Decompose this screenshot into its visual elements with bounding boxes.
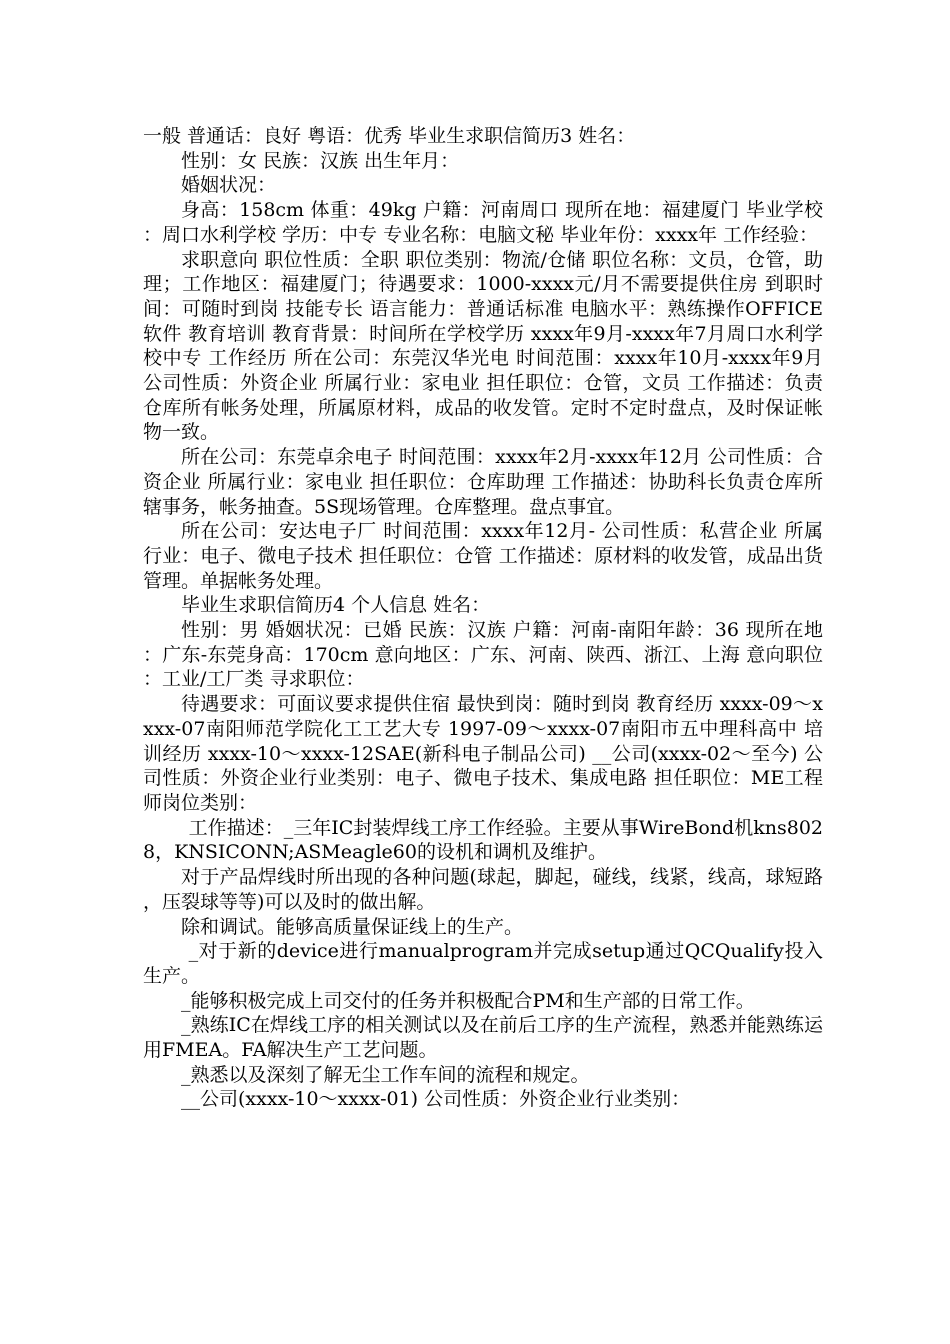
- paragraph: _能够积极完成上司交付的任务并积极配合PM和生产部的日常工作。: [181, 989, 755, 1012]
- paragraph: _熟悉以及深刻了解无尘工作车间的流程和规定。: [181, 1063, 590, 1086]
- paragraph: 所在公司：安达电子厂 时间范围：xxxx年12月- 公司性质：私营企业 所属行业：电子、微电子技术 担任职位：仓管 工作描述：原材料的收发管，成品出货管理。单据帐务处理。: [143, 520, 823, 592]
- paragraph: 一般 普通话：良好 粤语：优秀 毕业生求职信简历3 姓名：: [143, 125, 636, 147]
- paragraph: _对于新的device进行manualprogram并完成setup通过QCQualify投入生产。: [143, 940, 823, 987]
- paragraph: 性别：男 婚姻状况：已婚 民族：汉族 户籍：河南-南阳年龄：36 现所在地：广东-东莞身高：170cm 意向地区：广东、河南、陕西、浙江、上海 意向职位：工业/工厂类 寻求职位：: [143, 619, 823, 691]
- document-body: [143, 124, 823, 1112]
- paragraph: 毕业生求职信简历4 个人信息 姓名：: [181, 594, 491, 617]
- paragraph: 求职意向 职位性质：全职 职位类别：物流/仓储 职位名称：文员，仓管，助理；工作地区：福建厦门；待遇要求：1000-xxxx元/月不需要提供住房 到职时间：可随时到岗 技能专长 语言能力：普通话标准 电脑水平：熟练操作OFFICE软件 教育培训 教育背景：时间所在学校学历 xxxx年9月-xxxx年7月周口水利学校中专 工作经历 所在公司：东莞汉华光电 时间范围：xxxx年10月-xxxx年9月 公司性质：外资企业 所属行业：家电业 担任职位：仓管，文员 工作描述：负责仓库所有帐务处理，所属原材料，成品的收发管。定时不定时盘点，及时保证帐物一致。: [143, 248, 823, 444]
- paragraph: 对于产品焊线时所出现的各种问题(球起，脚起，碰线，线紧，线高，球短路，压裂球等等)可以及时的做出解。: [143, 866, 823, 913]
- paragraph: 所在公司：东莞卓余电子 时间范围：xxxx年2月-xxxx年12月 公司性质：合资企业 所属行业：家电业 担任职位：仓库助理 工作描述：协助科长负责仓库所辖事务，帐务抽查。5S现场管理。仓库整理。盘点事宜。: [143, 446, 823, 518]
- paragraph: 身高：158cm 体重：49kg 户籍：河南周口 现所在地：福建厦门 毕业学校：周口水利学校 学历：中专 专业名称：电脑文秘 毕业年份：xxxx年 工作经验：: [143, 199, 823, 246]
- paragraph: 性别：女 民族：汉族 出生年月：: [181, 149, 460, 172]
- paragraph: 工作描述：_三年IC封装焊线工序工作经验。主要从事WireBond机kns8028，KNSICONN;ASMeagle60的设机和调机及维护。: [143, 816, 823, 864]
- paragraph: __公司(xxxx-10～xxxx-01) 公司性质：外资企业行业类别：: [181, 1088, 691, 1111]
- paragraph: 婚姻状况：: [181, 174, 277, 197]
- paragraph: 除和调试。能够高质量保证线上的生产。: [181, 915, 524, 938]
- paragraph: _熟练IC在焊线工序的相关测试以及在前后工序的生产流程，熟悉并能熟练运用FMEA。FA解决生产工艺问题。: [143, 1014, 823, 1062]
- paragraph: 待遇要求：可面议要求提供住宿 最快到岗：随时到岗 教育经历 xxxx-09～xxxx-07南阳师范学院化工工艺大专 1997-09～xxxx-07南阳市五中理科高中 培训经历 xxxx-10～xxxx-12SAE(新科电子制品公司) __公司(xxxx-02～至今) 公司性质：外资企业行业类别：电子、微电子技术、集成电路 担任职位：ME工程师岗位类别：: [143, 693, 823, 814]
